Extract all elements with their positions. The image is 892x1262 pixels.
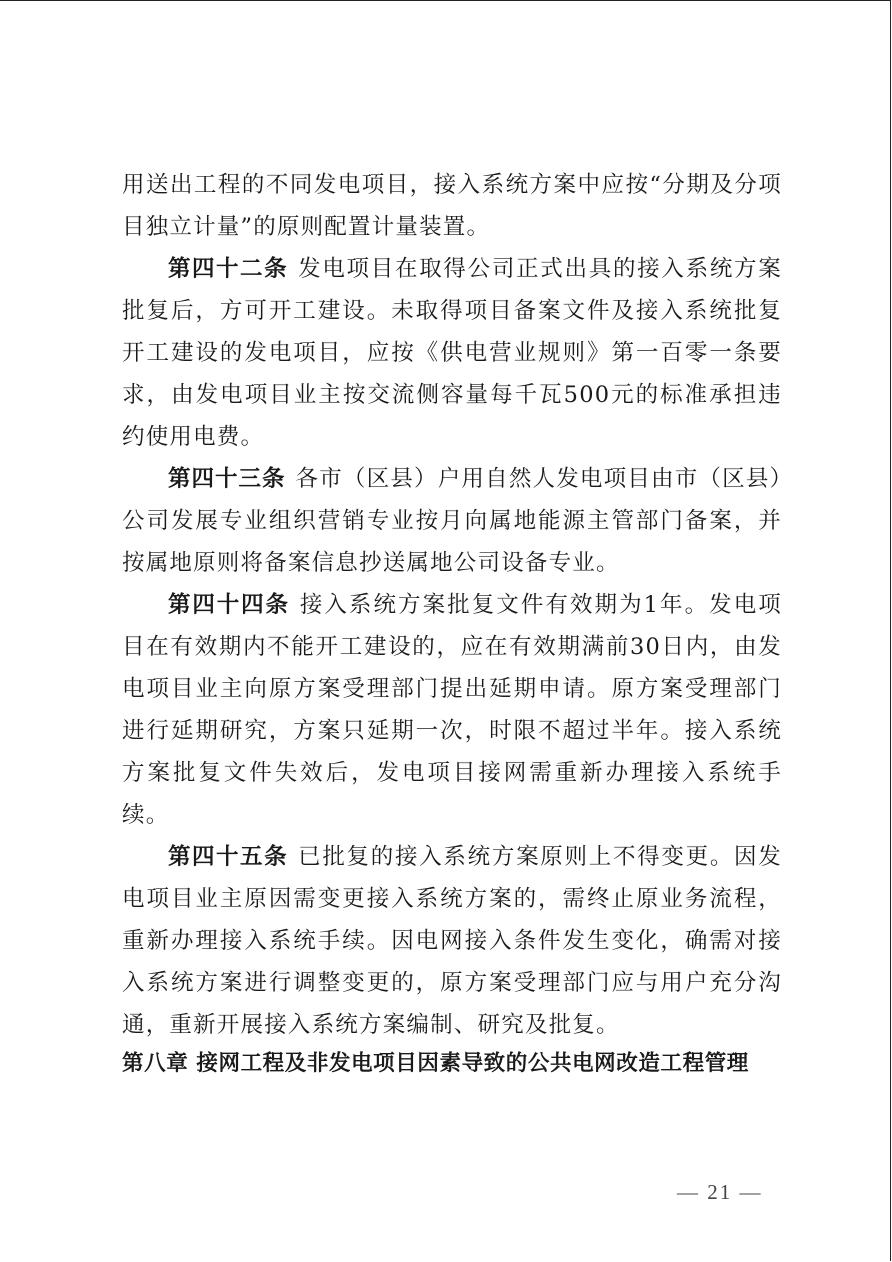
page-number: — 21 —	[677, 1180, 763, 1204]
chapter-title: 第八章 接网工程及非发电项目因素导致的公共电网改造工程管理	[122, 1051, 749, 1076]
article-44-text: 接入系统方案批复文件有效期为1年。发电项目在有效期内不能开工建设的，应在有效期满前30日内，由发电项目业主向原方案受理部门提出延期申请。原方案受理部门进行延期研究，方案只延期一次，时限不超过半年。接入系统方案批复文件失效后，发电项目接网需重新办理接入系统手续。	[122, 592, 782, 828]
article-42-heading: 第四十二条	[168, 256, 289, 282]
article-45-heading: 第四十五条	[168, 844, 289, 870]
continuation-paragraph: 用送出工程的不同发电项目，接入系统方案中应按“分期及分项目独立计量”的原则配置计量装置。	[122, 172, 782, 240]
article-44-heading: 第四十四条	[168, 592, 290, 618]
document-body	[122, 164, 782, 1046]
article-43-heading: 第四十三条	[168, 466, 286, 492]
article-45-text: 已批复的接入系统方案原则上不得变更。因发电项目业主原因需变更接入系统方案的，需终止原业务流程，重新办理接入系统手续。因电网接入条件发生变化，确需对接入系统方案进行调整变更的，原方案受理部门应与用户充分沟通，重新开展接入系统方案编制、研究及批复。	[122, 844, 782, 1038]
article-45	[122, 836, 782, 1046]
article-43	[122, 458, 782, 584]
article-42	[122, 248, 782, 458]
article-43-text: 各市（区县）户用自然人发电项目由市（区县）公司发展专业组织营销专业按月向属地能源主管部门备案，并按属地原则将备案信息抄送属地公司设备专业。	[122, 466, 782, 576]
article-42-text: 发电项目在取得公司正式出具的接入系统方案批复后，方可开工建设。未取得项目备案文件及接入系统批复开工建设的发电项目，应按《供电营业规则》第一百零一条要求，由发电项目业主按交流侧容量每千瓦500元的标准承担违约使用电费。	[122, 256, 782, 450]
article-44	[122, 584, 782, 836]
